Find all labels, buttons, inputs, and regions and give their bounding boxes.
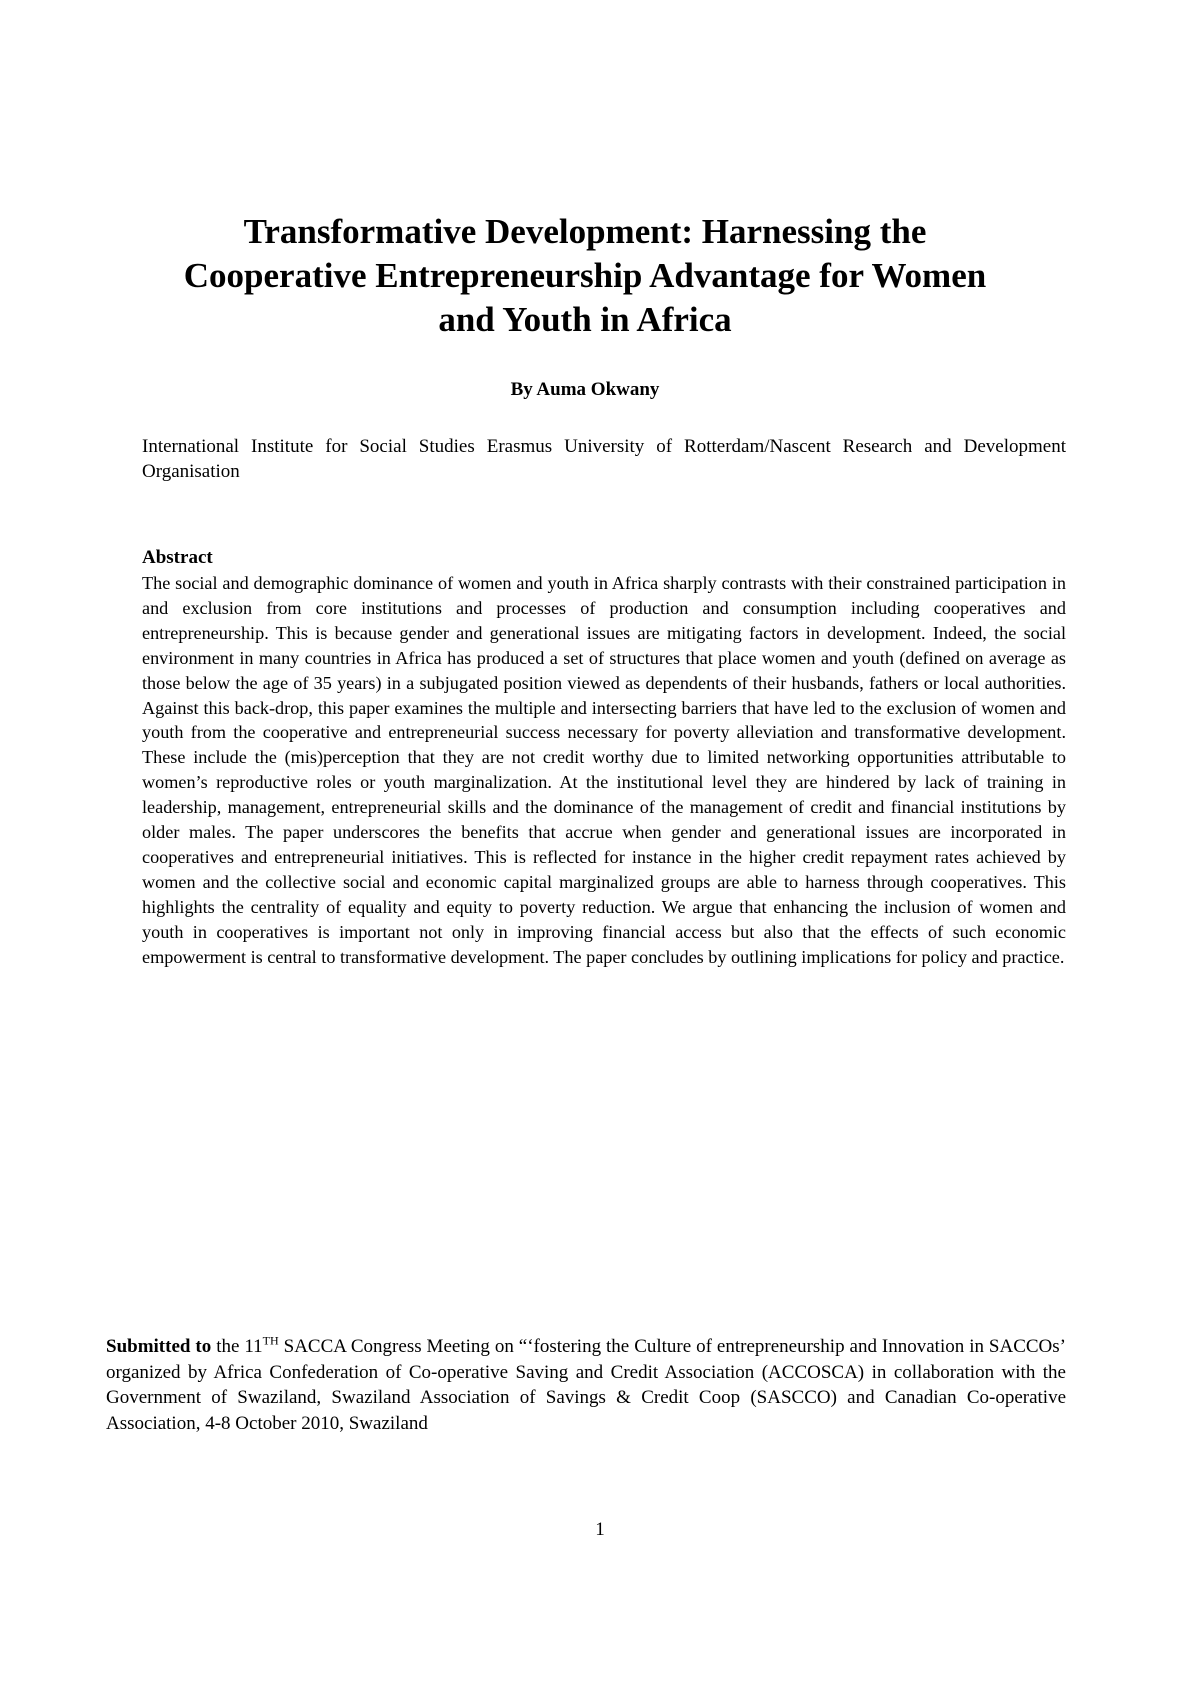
page-number: 1: [595, 1519, 605, 1540]
author-affiliation: International Institute for Social Studies Erasmus University of Rotterdam/Nascent Research and Development Organisation: [142, 436, 1066, 482]
submission-text: SACCA Congress Meeting on “‘fostering the Culture of entrepreneurship and Innovation in SACCOs’ organized by Africa Confederation of Co-operative Saving and Credit Association (ACCOSCA) in collaboration with the Government of Swaziland, Swaziland Association of Savings & Credit Coop (SASCCO) and Canadian Co-operative Association, 4-8 October 2010, Swaziland: [106, 1336, 1066, 1434]
author-byline: By Auma Okwany: [510, 379, 660, 400]
title-line: Cooperative Entrepreneurship Advantage for Women: [183, 256, 987, 295]
submission-lead: Submitted to: [106, 1336, 212, 1357]
abstract-body: The social and demographic dominance of women and youth in Africa sharply contrasts with their constrained participation in and exclusion from core institutions and processes of production and consumption including cooperatives and entrepreneurship. This is because gender and generational issues are mitigating factors in development. Indeed, the social environment in many countries in Africa has produced a set of structures that place women and youth (defined on average as those below the age of 35 years) in a subjugated position viewed as dependents of their husbands, fathers or local authorities. Against this back-drop, this paper examines the multiple and intersecting barriers that have led to the exclusion of women and youth from the cooperative and entrepreneurial success necessary for poverty alleviation and transformative development. These include the (mis)perception that they are not credit worthy due to limited networking opportunities attributable to women’s reproductive roles or youth marginalization. At the institutional level they are hindered by lack of training in leadership, management, entrepreneurial skills and the dominance of the management of credit and financial institutions by older males. The paper underscores the benefits that accrue when gender and generational issues are incorporated in cooperatives and entrepreneurial initiatives. This is reflected for instance in the higher credit repayment rates achieved by women and the collective social and economic capital marginalized groups are able to harness through cooperatives. This highlights the centrality of equality and equity to poverty reduction. We argue that enhancing the inclusion of women and youth in cooperatives is important not only in improving financial access but also that the effects of such economic empowerment is central to transformative development. The paper concludes by outlining implications for policy and practice.: [142, 573, 1066, 967]
title-line: and Youth in Africa: [438, 300, 732, 339]
ordinal-superscript: TH: [262, 1333, 279, 1348]
abstract-heading: Abstract: [142, 547, 213, 568]
submission-note: [106, 1334, 1066, 1436]
paper-title: [120, 210, 1050, 342]
title-line: Transformative Development: Harnessing the: [243, 212, 927, 251]
submission-text: the 11: [211, 1336, 263, 1357]
